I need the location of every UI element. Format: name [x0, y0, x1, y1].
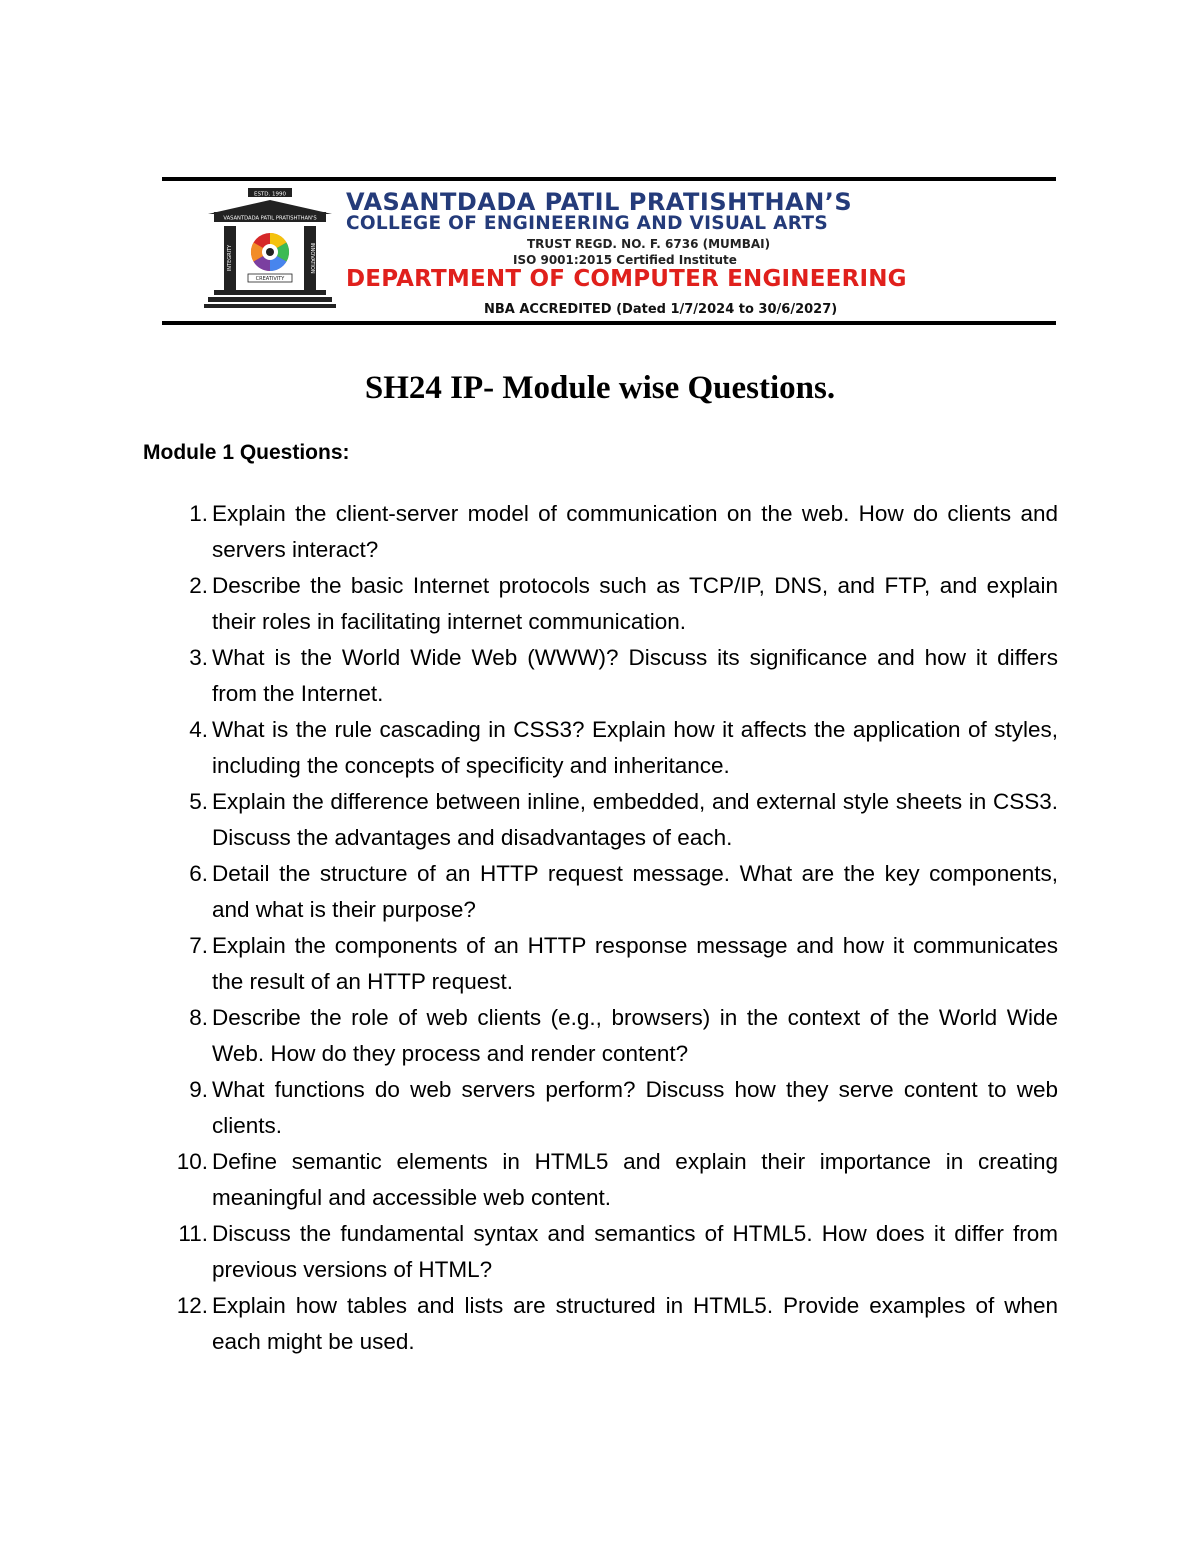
- question-text: Discuss the fundamental syntax and semantics of HTML5. How does it differ from previous versions of HTML?: [212, 1221, 1058, 1282]
- question-number: 11.: [178, 1221, 208, 1246]
- trust-registration: TRUST REGD. NO. F. 6736 (MUMBAI): [527, 237, 771, 251]
- svg-text:INNOVATION: INNOVATION: [309, 242, 315, 274]
- iso-certification: ISO 9001:2015 Certified Institute: [513, 253, 737, 267]
- question-number: 6.: [189, 861, 208, 886]
- question-number: 3.: [189, 645, 208, 670]
- logo-roof: [208, 200, 332, 214]
- svg-text:INTEGRITY: INTEGRITY: [227, 244, 233, 272]
- question-list: [130, 496, 1058, 1360]
- svg-text:ESTD. 1990: ESTD. 1990: [253, 191, 287, 198]
- question-text: What is the rule cascading in CSS3? Explain how it affects the application of styles, including the concepts of specificity and inheritance.: [212, 717, 1058, 778]
- question-number: 10.: [176, 1149, 208, 1174]
- document-title: SH24 IP- Module wise Questions.: [364, 370, 836, 406]
- question-number: 12.: [176, 1293, 208, 1318]
- question-text: Describe the role of web clients (e.g., browsers) in the context of the World Wide Web. How do they process and render content?: [212, 1005, 1058, 1066]
- institution-name: VASANTDADA PATIL PRATISHTHAN’S: [346, 188, 853, 216]
- question-number: 7.: [189, 933, 208, 958]
- question-text: Describe the basic Internet protocols such as TCP/IP, DNS, and FTP, and explain their roles in facilitating internet communication.: [212, 573, 1058, 634]
- question-text: Detail the structure of an HTTP request message. What are the key components, and what is their purpose?: [212, 861, 1058, 922]
- logo-color-wheel: [251, 233, 289, 271]
- question-text: Explain the components of an HTTP response message and how it communicates the result of an HTTP request.: [212, 933, 1058, 994]
- question-item: [130, 640, 1058, 712]
- question-number: 5.: [189, 789, 208, 814]
- question-item: [130, 928, 1058, 1000]
- logo-base-2: [208, 297, 332, 302]
- department-name: DEPARTMENT OF COMPUTER ENGINEERING: [346, 266, 907, 292]
- question-number: 8.: [189, 1005, 208, 1030]
- question-item: [130, 568, 1058, 640]
- question-number: 1.: [189, 501, 208, 526]
- nba-accreditation: NBA ACCREDITED (Dated 1/7/2024 to 30/6/2027): [484, 302, 838, 317]
- college-logo: [200, 186, 340, 316]
- question-item: [130, 1072, 1058, 1144]
- college-name: COLLEGE OF ENGINEERING AND VISUAL ARTS: [346, 213, 828, 234]
- question-text: Explain the difference between inline, embedded, and external style sheets in CSS3. Discuss the advantages and disadvantages of each.: [212, 789, 1058, 850]
- question-number: 4.: [189, 717, 208, 742]
- question-item: [130, 1000, 1058, 1072]
- svg-text:VASANTDADA PATIL PRATISHTHAN'S: VASANTDADA PATIL PRATISHTHAN'S: [223, 215, 317, 222]
- logo-base-1: [214, 290, 326, 295]
- module-heading: Module 1 Questions:: [143, 441, 350, 464]
- question-item: [130, 1216, 1058, 1288]
- question-text: What functions do web servers perform? Discuss how they serve content to web clients.: [212, 1077, 1058, 1138]
- question-text: What is the World Wide Web (WWW)? Discuss its significance and how it differs from the Internet.: [212, 645, 1058, 706]
- question-text: Define semantic elements in HTML5 and explain their importance in creating meaningful and accessible web content.: [212, 1149, 1058, 1210]
- header-bottom-rule: [162, 321, 1056, 325]
- svg-text:CREATIVITY: CREATIVITY: [255, 276, 285, 282]
- logo-base-3: [204, 304, 336, 308]
- question-item: [130, 712, 1058, 784]
- question-item: [130, 1144, 1058, 1216]
- question-item: [130, 856, 1058, 928]
- question-number: 9.: [189, 1077, 208, 1102]
- question-item: [130, 1288, 1058, 1360]
- question-text: Explain the client-server model of communication on the web. How do clients and servers interact?: [212, 501, 1058, 562]
- question-text: Explain how tables and lists are structured in HTML5. Provide examples of when each might be used.: [212, 1293, 1058, 1354]
- header-top-rule: [162, 177, 1056, 181]
- question-item: [130, 784, 1058, 856]
- question-number: 2.: [189, 573, 208, 598]
- question-item: [130, 496, 1058, 568]
